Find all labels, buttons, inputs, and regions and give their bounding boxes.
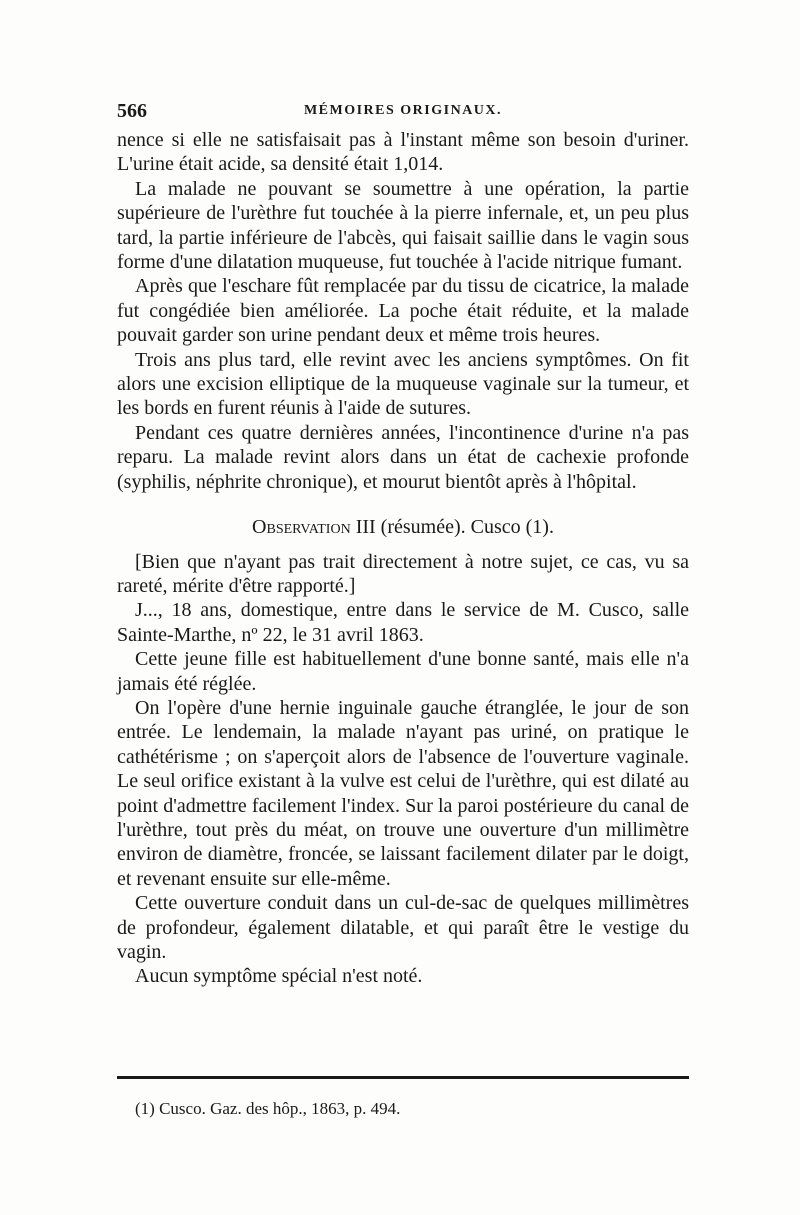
- paragraph: Trois ans plus tard, elle revint avec les anciens symptômes. On fit alors une excision elliptique de la muqueuse vaginale sur la tumeur, et les bords en furent réunis à l'aide de sutures.: [117, 348, 689, 420]
- footnote-rule: [117, 1076, 689, 1079]
- paragraph: Cette ouverture conduit dans un cul-de-sac de quelques millimètres de profondeur, également dilatable, et qui paraît être le vestige du vagin.: [117, 892, 689, 963]
- observation-title: III (résumée). Cusco (1).: [350, 516, 554, 539]
- paragraph: Pendant ces quatre dernières années, l'incontinence d'urine n'a pas reparu. La malade revint alors dans un état de cachexie profonde (syphilis, néphrite chronique), et mourut bientôt après à l'hôpital.: [117, 421, 689, 493]
- body-text: [117, 128, 689, 989]
- paragraph: Cette jeune fille est habituellement d'une bonne santé, mais elle n'a jamais été réglée.: [117, 648, 689, 695]
- observation-heading: [117, 515, 689, 539]
- paragraph: J..., 18 ans, domestique, entre dans le service de M. Cusco, salle Sainte-Marthe, nº 22, le 31 avril 1863.: [117, 599, 689, 646]
- paragraph: [Bien que n'ayant pas trait directement à notre sujet, ce cas, vu sa rareté, mérite d'être rapporté.]: [117, 550, 689, 597]
- paragraph: nence si elle ne satisfaisait pas à l'instant même son besoin d'uriner. L'urine était acide, sa densité était 1,014.: [117, 129, 689, 176]
- page-header: [117, 100, 689, 124]
- paragraph: La malade ne pouvant se soumettre à une opération, la partie supérieure de l'urèthre fut touchée à la pierre infernale, et, un peu plus tard, la partie inférieure de l'abcès, qui faisait saillie dans le vagin sous forme d'une dilatation muqueuse, fut touchée à l'acide nitrique fumant.: [117, 177, 689, 274]
- running-title: MÉMOIRES ORIGINAUX.: [303, 103, 503, 118]
- page-number: 566: [117, 100, 147, 122]
- paragraph: Après que l'eschare fût remplacée par du tissu de cicatrice, la malade fut congédiée bien améliorée. La poche était réduite, et la malade pouvait garder son urine pendant deux et même trois heures.: [117, 275, 689, 347]
- observation-label: Observation: [252, 516, 351, 539]
- paragraph: On l'opère d'une hernie inguinale gauche étranglée, le jour de son entrée. Le lendemain, la malade n'ayant pas uriné, on pratique le cathétérisme ; on s'aperçoit alors de l'absence de l'ouverture vaginale. Le seul orifice existant à la vulve est celui de l'urèthre, qui est dilaté au point d'admettre facilement l'index. Sur la paroi postérieure du canal de l'urèthre, tout près du méat, on trouve une ouverture d'un millimètre environ de diamètre, froncée, se laissant facilement dilater par le doigt, et revenant ensuite sur elle-même.: [117, 696, 689, 890]
- footnote: (1) Cusco. Gaz. des hôp., 1863, p. 494.: [135, 1099, 401, 1118]
- paragraph: Aucun symptôme spécial n'est noté.: [135, 965, 423, 988]
